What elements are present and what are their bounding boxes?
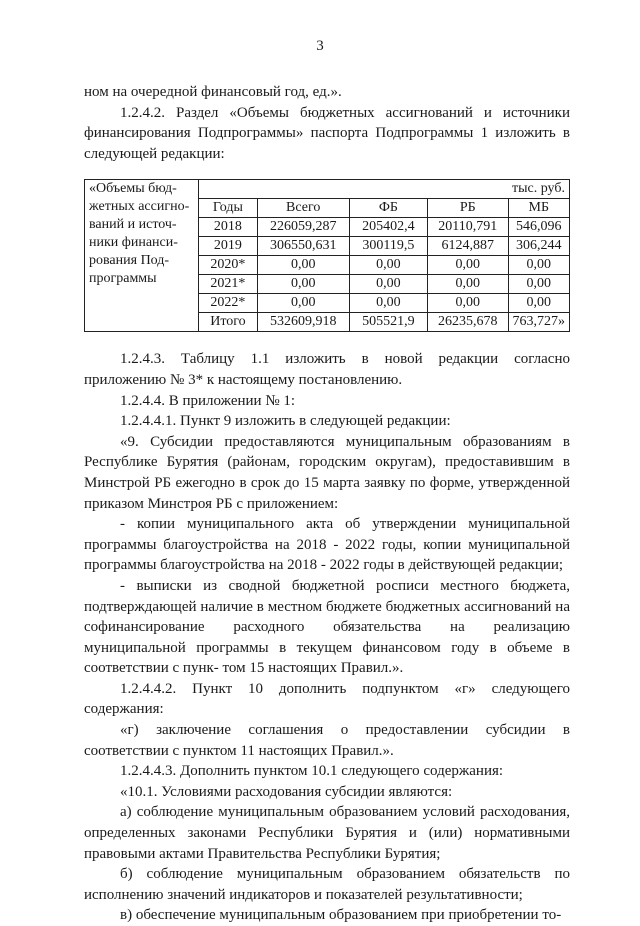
header-cell: ФБ [349, 199, 427, 218]
paragraph-1-2-4-3: 1.2.4.3. Таблицу 1.1 изложить в новой редакции согласно приложению № 3* к настоящему постановлению. [84, 351, 570, 388]
header-cell: Годы [199, 199, 257, 218]
table-cell: 0,00 [508, 294, 570, 313]
page-number: 3 [316, 38, 324, 54]
table-cell: 2019 [199, 237, 257, 256]
spacer [84, 332, 570, 349]
header-cell: МБ [508, 199, 570, 218]
table-cell: 0,00 [428, 256, 508, 275]
table-cell: 300119,5 [349, 237, 427, 256]
label-line: ваний и источ- [89, 217, 177, 233]
table-cell: 0,00 [349, 275, 427, 294]
label-line: «Объемы бюд- [89, 181, 177, 197]
label-line: ники финанси- [89, 235, 178, 251]
paragraph-continuation: ном на очередной финансовый год, ед.». [84, 84, 342, 100]
table-cell: 306550,631 [257, 237, 349, 256]
paragraph-1-2-4-4-3: 1.2.4.4.3. Дополнить пунктом 10.1 следующего содержания: [120, 763, 504, 780]
table-cell: 0,00 [508, 275, 570, 294]
table-cell: 26235,678 [428, 313, 508, 332]
paragraph-10-1: «10.1. Условиями расходования субсидии являются: [120, 783, 453, 800]
paragraph-condition-v: в) обеспечение муниципальным образованием при приобретении то- [120, 907, 562, 924]
table-cell: 546,096 [508, 218, 570, 237]
table-cell: 0,00 [428, 275, 508, 294]
budget-table [84, 179, 570, 332]
table-cell: 205402,4 [349, 218, 427, 237]
table-cell: 2018 [199, 218, 257, 237]
paragraph-condition-a: а) соблюдение муниципальным образованием условий расходования, определенных законами Республики Бурятия и (или) нормативными правовыми актами Правительства Республики Бурятия; [84, 804, 570, 862]
table-cell: 0,00 [257, 275, 349, 294]
table-cell: 2022* [199, 294, 257, 313]
table-cell: 226059,287 [257, 218, 349, 237]
table-cell: 0,00 [257, 256, 349, 275]
paragraph-bullet-2: - выписки из сводной бюджетной росписи местного бюджета, подтверждающей наличие в местном бюджете бюджетных ассигнований на софинансирование расходного обязательства на реализацию муниципальной программы в текущем финансовом году в объеме в соответствии с пунк- том 15 настоящих Правил.». [84, 577, 570, 677]
table-cell: 0,00 [508, 256, 570, 275]
table-cell: Итого [199, 313, 257, 332]
table-cell: 0,00 [428, 294, 508, 313]
paragraph-1-2-4-4-2: 1.2.4.4.2. Пункт 10 дополнить подпунктом «г» следующего содержания: [84, 680, 570, 718]
paragraph-1-2-4-4-1: 1.2.4.4.1. Пункт 9 изложить в следующей редакции: [120, 413, 451, 430]
paragraph-1-2-4-4: 1.2.4.4. В приложении № 1: [120, 392, 296, 409]
table-cell: 763,727» [508, 313, 570, 332]
label-line: жетных ассигно- [89, 199, 190, 215]
unit-cell: тыс. руб. [199, 180, 570, 199]
table-cell: 0,00 [349, 294, 427, 313]
paragraph-bullet-1: - копии муниципального акта об утверждении муниципальной программы благоустройства на 2018 - 2022 годы, копии муниципальной программы благоустройства на 2018 - 2022 годы в действующей редакции; [84, 516, 570, 574]
table-cell: 2020* [199, 256, 257, 275]
table-cell: 0,00 [349, 256, 427, 275]
table-cell: 306,244 [508, 237, 570, 256]
label-line: рования Под- [89, 253, 170, 269]
table-cell: 532609,918 [257, 313, 349, 332]
table-cell: 505521,9 [349, 313, 427, 332]
table-cell: 2021* [199, 275, 257, 294]
header-cell: РБ [428, 199, 508, 218]
label-line: программы [89, 271, 157, 287]
header-cell: Всего [257, 199, 349, 218]
spacer [84, 164, 570, 179]
table-cell: 20110,791 [428, 218, 508, 237]
table-label-cell [85, 180, 199, 332]
paragraph-subitem-g: «г) заключение соглашения о предоставлении субсидии в соответствии с пунктом 11 настоящих Правил.». [84, 722, 570, 759]
table-cell: 6124,887 [428, 237, 508, 256]
document-body [84, 82, 570, 926]
paragraph-1-2-4-2: 1.2.4.2. Раздел «Объемы бюджетных ассигнований и источники финансирования Подпрограммы» паспорта Подпрограммы 1 изложить в следующей редакции: [84, 104, 570, 162]
paragraph-item-9: «9. Субсидии предоставляются муниципальным образованиям в Республике Бурятия (районам, городским округам), предоставившим в Минстрой РБ ежегодно в срок до 15 марта заявку по форме, утвержденной приказом Минстроя РБ с приложением: [84, 433, 570, 512]
table-cell: 0,00 [257, 294, 349, 313]
paragraph-condition-b: б) соблюдение муниципальным образованием обязательств по исполнению значений индикаторов и показателей результативности; [84, 866, 570, 903]
